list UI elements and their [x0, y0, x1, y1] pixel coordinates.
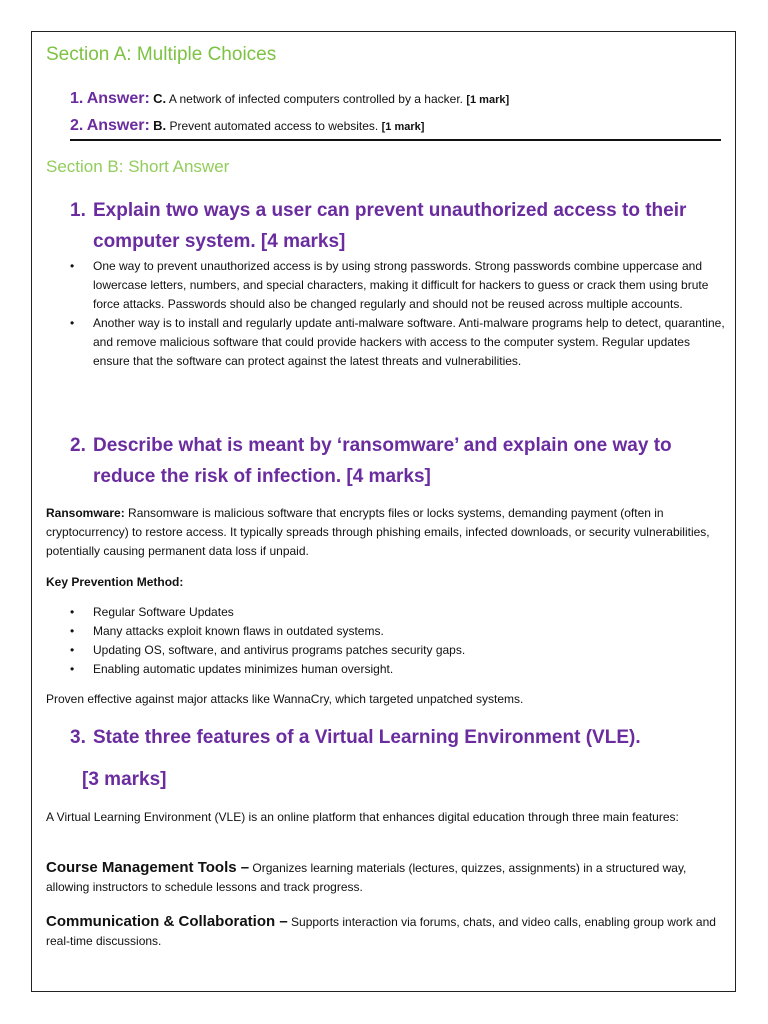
list-item: • Enabling automatic updates minimizes human oversight. [70, 660, 725, 679]
question-text: Describe what is meant by ‘ransomware’ and explain one way to reduce the risk of infection. [4 marks] [93, 435, 672, 487]
question-number: 3. [70, 727, 86, 748]
question-1-heading [70, 195, 730, 257]
prevention-heading: Key Prevention Method: [46, 575, 184, 589]
question-1-answer-list [70, 257, 725, 371]
definition-label: Ransomware: [46, 506, 125, 520]
question-number: 1. [70, 200, 86, 221]
answer-text: Prevent automated access to websites. [166, 119, 382, 133]
list-item: • One way to prevent unauthorized access is by using strong passwords. Strong passwords combine uppercase and lowercase letters, numbers, and special characters, making it difficult for hackers to guess or crack them using brute force attacks. Passwords should also be changed regularly and should not be reused across multiple accounts. [70, 257, 725, 314]
answer-label: Answer: [86, 117, 150, 134]
mc-number: 2. [70, 117, 84, 134]
mc-answer-2 [70, 117, 424, 135]
feature-title: Course Management Tools – [46, 859, 250, 876]
answer-label: Answer: [86, 90, 150, 107]
section-b-heading: Section B: Short Answer [46, 157, 230, 176]
feature-text: Organizes learning materials (lectures, quizzes, assignments) in a structured way, allowing instructors to schedule lessons and track progress. [46, 861, 687, 894]
question-3-heading [70, 722, 730, 753]
section-a-heading: Section A: Multiple Choices [46, 44, 277, 65]
answer-letter: B. [153, 118, 167, 133]
list-item: • Another way is to install and regularly update anti-malware software. Anti-malware programs help to detect, quarantine, and remove malicious software that could provide hackers with access to the computer system. Regular updates ensure that the software can protect against the latest threats and vulnerabilities. [70, 314, 725, 371]
answer-mark: [1 mark] [381, 121, 425, 133]
answer-letter: C. [153, 91, 167, 106]
answer-mark: [1 mark] [466, 94, 510, 106]
prevention-closing: Proven effective against major attacks like WannaCry, which targeted unpatched systems. [46, 692, 524, 706]
question-text: State three features of a Virtual Learning Environment (VLE). [93, 727, 641, 748]
vle-feature [46, 912, 726, 951]
mc-number: 1. [70, 90, 84, 107]
question-3-marks: [3 marks] [82, 769, 167, 790]
question-text: Explain two ways a user can prevent unauthorized access to their computer system. [4 marks] [93, 200, 687, 252]
feature-title: Communication & Collaboration – [46, 913, 288, 930]
vle-intro: A Virtual Learning Environment (VLE) is an online platform that enhances digital education through three main features: [46, 810, 679, 824]
mc-answer-1 [70, 90, 509, 108]
vle-feature [46, 858, 726, 897]
list-item: • Many attacks exploit known flaws in outdated systems. [70, 622, 725, 641]
answer-text: A network of infected computers controlled by a hacker. [166, 92, 467, 106]
prevention-list [70, 603, 725, 679]
section-divider [70, 139, 721, 141]
definition-text: Ransomware is malicious software that encrypts files or locks systems, demanding payment (often in cryptocurrency) to restore access. It typically spreads through phishing emails, infected downloads, or security vulnerabilities, potentially causing permanent data loss if unpaid. [46, 506, 710, 558]
feature-text: Supports interaction via forums, chats, and video calls, enabling group work and real-time discussions. [46, 915, 716, 948]
question-2-heading [70, 430, 730, 492]
list-item: • Updating OS, software, and antivirus programs patches security gaps. [70, 641, 725, 660]
list-item: • Regular Software Updates [70, 603, 725, 622]
ransomware-definition [46, 504, 726, 561]
question-number: 2. [70, 435, 86, 456]
